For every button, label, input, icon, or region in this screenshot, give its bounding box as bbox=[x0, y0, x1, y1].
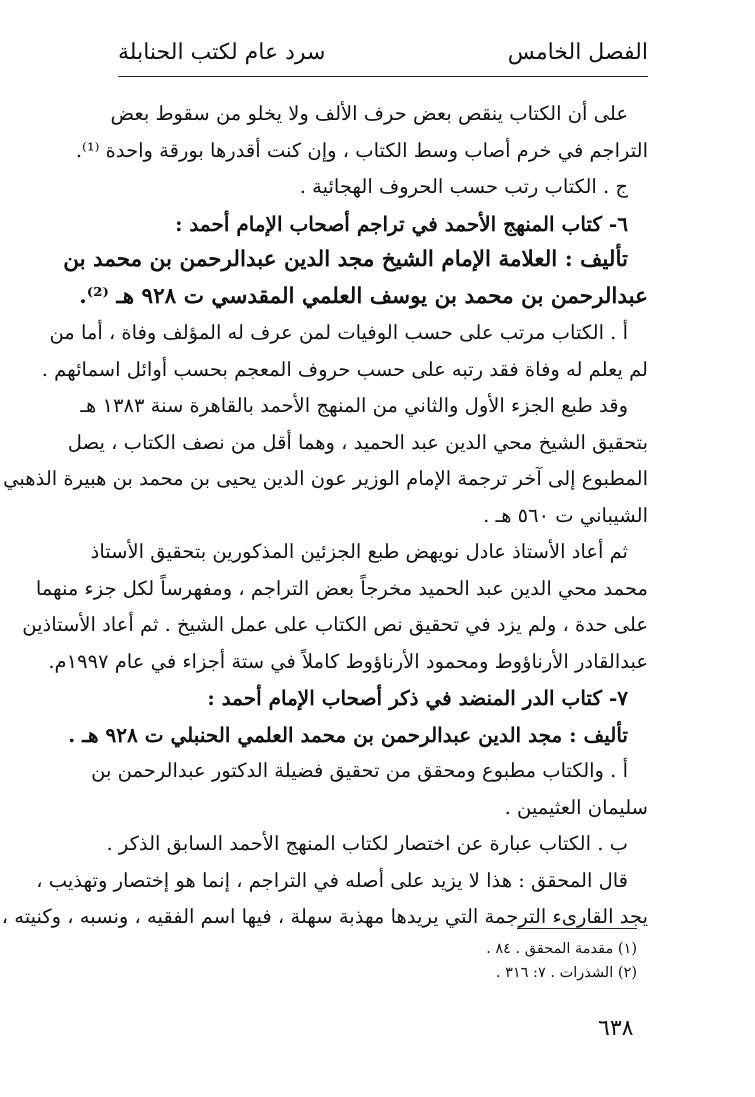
text-line: تأليف : العلامة الإمام الشيخ مجد الدين عبدالرحمن بن محمد بن bbox=[63, 247, 628, 272]
text-line: الشيباني ت ٥٦٠ هـ . bbox=[483, 503, 648, 527]
footnote-2: (٢) الشذرات . ٧: ٣١٦ . bbox=[495, 965, 637, 981]
text-line: يجد القارىء الترجمة التي يريدها مهذبة سهلة ، فيها اسم الفقيه ، ونسبه ، وكنيته ، bbox=[1, 905, 648, 928]
text-line: قال المحقق : هذا لا يزيد على أصله في التراجم ، إنما هو إختصار وتهذيب ، bbox=[36, 868, 628, 892]
main-text bbox=[1, 96, 648, 936]
text-line: المطبوع إلى آخر ترجمة الإمام الوزير عون الدين يحيى بن محمد بن هبيرة الذهبي bbox=[3, 467, 648, 490]
text-line: سليمان العثيمين . bbox=[504, 795, 648, 819]
text-line: على أن الكتاب ينقص بعض حرف الألف ولا يخلو من سقوط بعض bbox=[110, 102, 628, 125]
text-line: لم يعلم له وفاة فقد رتبه على حسب حروف المعجم بحسب أوائل اسمائهم . bbox=[41, 357, 648, 381]
text-line: عبدالقادر الأرناؤوط ومحمود الأرناؤوط كاملاً في ستة أجزاء في عام ١٩٩٧م. bbox=[48, 649, 648, 673]
text-line: أ . الكتاب مرتب على حسب الوفيات لمن عرف له المؤلف وفاة ، أما من bbox=[49, 321, 628, 344]
text-line: ثم أعاد الأستاذ عادل نويهض طبع الجزئين المذكورين بتحقيق الأستاذ bbox=[90, 540, 628, 563]
text-line: التراجم في خرم أصاب وسط الكتاب ، وإن كنت أقدرها بورقة واحدة ⁽¹⁾. bbox=[75, 138, 648, 162]
book-section-title: سرد عام لكتب الحنابلة bbox=[118, 40, 326, 65]
text-line: ٦- كتاب المنهج الأحمد في تراجم أصحاب الإمام أحمد : bbox=[175, 211, 628, 236]
text-line: عبدالرحمن بن محمد بن يوسف العلمي المقدسي ت ٩٢٨ هـ ⁽²⁾. bbox=[79, 283, 648, 309]
footnote-separator bbox=[517, 928, 637, 929]
text-line: ب . الكتاب عبارة عن اختصار لكتاب المنهج الأحمد السابق الذكر . bbox=[106, 832, 628, 855]
text-line: ٧- كتاب الدر المنضد في ذكر أصحاب الإمام أحمد : bbox=[207, 686, 628, 710]
text-line: أ . والكتاب مطبوع ومحقق من تحقيق فضيلة الدكتور عبدالرحمن بن bbox=[91, 759, 628, 782]
text-line: محمد محي الدين عبد الحميد مخرجاً بعض التراجم ، ومفهرساً لكل جزء منهما bbox=[35, 576, 648, 600]
footnote-1: (١) مقدمة المحقق . ٨٤ . bbox=[486, 941, 637, 957]
text-line: بتحقيق الشيخ محي الدين عبد الحميد ، وهما أقل من نصف الكتاب ، يصل bbox=[67, 430, 648, 454]
text-line: على حدة ، ولم يزد في تحقيق نص الكتاب على عمل الشيخ . ثم أعاد الأستاذين bbox=[22, 613, 648, 636]
text-line: ج . الكتاب رتب حسب الحروف الهجائية . bbox=[299, 175, 628, 198]
footnotes bbox=[337, 937, 637, 985]
chapter-title: الفصل الخامس bbox=[507, 40, 648, 65]
text-line: تأليف : مجد الدين عبدالرحمن بن محمد العلمي الحنبلي ت ٩٢٨ هـ . bbox=[68, 722, 628, 747]
text-line: وقد طبع الجزء الأول والثاني من المنهج الأحمد بالقاهرة سنة ١٣٨٣ هـ bbox=[80, 394, 628, 417]
running-header bbox=[118, 38, 648, 77]
page-number: ٦٣٨ bbox=[598, 1016, 634, 1041]
